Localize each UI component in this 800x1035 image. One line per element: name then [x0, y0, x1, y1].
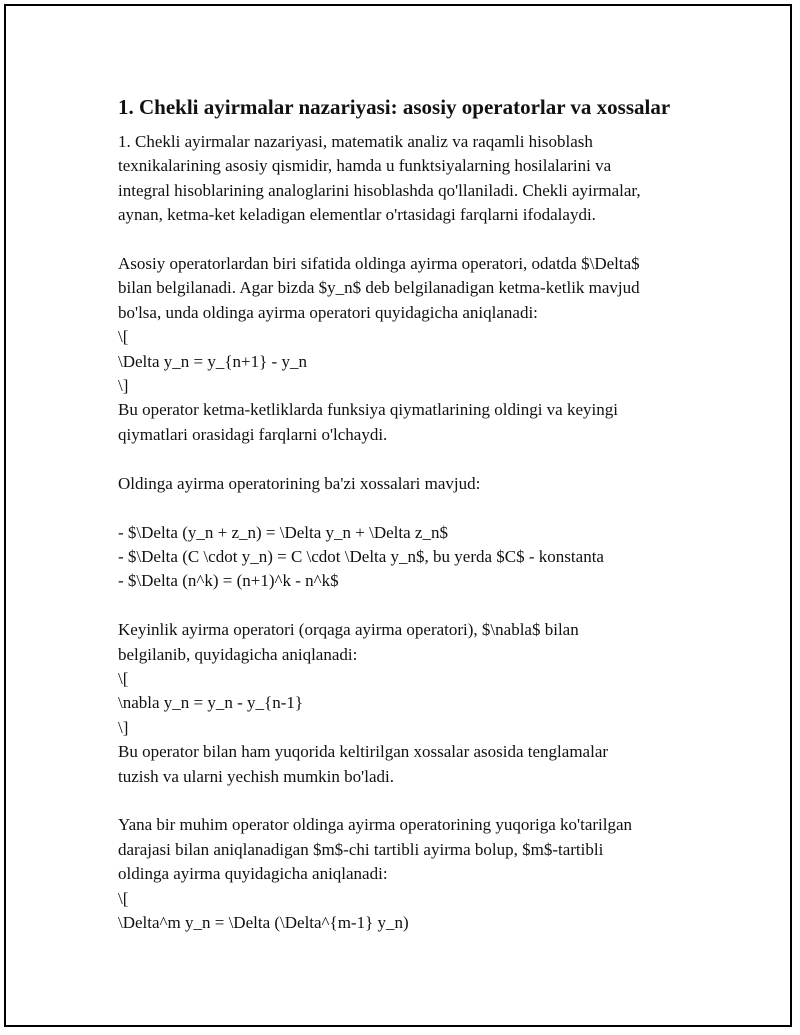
document-title: 1. Chekli ayirmalar nazariyasi: asosiy operatorlar va xossalar: [118, 95, 671, 119]
document-body: 1. Chekli ayirmalar nazariyasi, matematik analiz va raqamli hisoblash texnikalarining asosiy qismidir, hamda u funktsiyalarning hosilalarini va integral hisoblarining analoglarini hisoblashda qo'llaniladi. Chekli ayirmalar, aynan, ketma-ket keladigan elementlar o'rtasidagi farqlarni ifodalaydi. Asosiy operatorlardan biri sifatida oldinga ayirma operatori, odatda $\Delta$ bilan belgilanadi. Agar bizda $y_n$ deb belgilanadigan ketma-ketlik mavjud bo'lsa, unda oldinga ayirma operatori quyidagicha aniqlanadi: \[ \Delta y_n = y_{n+1} - y_n \] Bu operator ketma-ketliklarda funksiya qiymatlarining oldingi va keyingi qiymatlari orasidagi farqlarni o'lchaydi. Oldinga ayirma operatorining ba'zi xossalari mavjud: - $\Delta (y_n + z_n) = \Delta y_n + \Delta z_n$ - $\Delta (C \cdot y_n) = C \cdot \Delta y_n$, bu yerda $C$ - konstanta - $\Delta (n^k) = (n+1)^k - n^k$ Keyinlik ayirma operatori (orqaga ayirma operatori), $\nabla$ bilan belgilanib, quyidagicha aniqlanadi: \[ \nabla y_n = y_n - y_{n-1} \] Bu operator bilan ham yuqorida keltirilgan xossalar asosida tenglamalar tuzish va ularni yechish mumkin bo'ladi. Yana bir muhim operator oldinga ayirma operatorining yuqoriga ko'tarilgan darajasi bilan aniqlanadigan $m$-chi tartibli ayirma bolup, $m$-tartibli oldinga ayirma quyidagicha aniqlanadi: \[ \Delta^m y_n = \Delta (\Delta^{m-1} y_n): [118, 132, 641, 932]
document-content: [118, 94, 708, 935]
